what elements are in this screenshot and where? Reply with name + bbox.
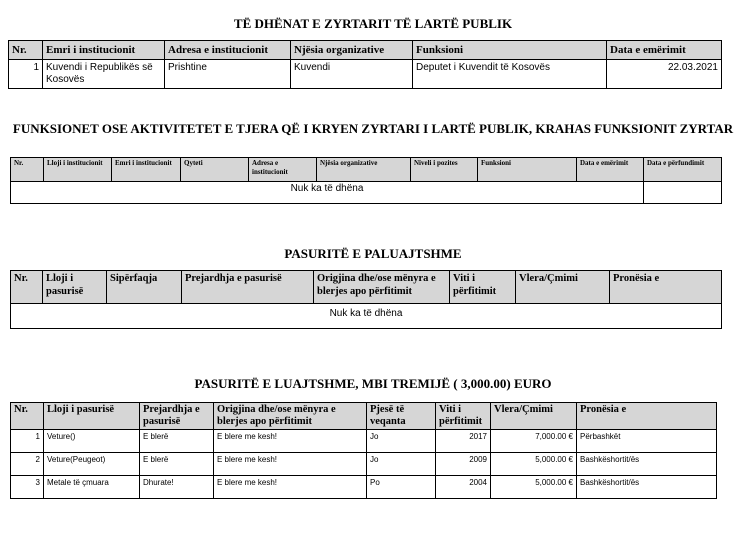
col-header: Nr. — [9, 41, 43, 60]
table-header-row — [11, 158, 722, 182]
cell-function: Deputet i Kuvendit të Kosovës — [413, 60, 607, 89]
cell-value: 5,000.00 € — [491, 453, 577, 476]
section-title-official-data: TË DHËNAT E ZYRTARIT TË LARTË PUBLIK — [233, 16, 513, 31]
col-header: Lloji i institucionit — [44, 158, 112, 182]
col-header: Funksioni — [478, 158, 577, 182]
table-header-row — [9, 41, 722, 60]
cell-origin: E blerë — [140, 430, 214, 453]
col-header: Njësia organizative — [291, 41, 413, 60]
table-header-row — [11, 271, 722, 304]
cell-type: Veture(Peugeot) — [44, 453, 140, 476]
col-header: Lloji i pasurisë — [43, 271, 107, 304]
table-row — [11, 430, 717, 453]
cell-year: 2004 — [436, 476, 491, 499]
movable-assets-table — [10, 402, 717, 499]
col-header: Pronësia e — [610, 271, 722, 304]
cell-value: 7,000.00 € — [491, 430, 577, 453]
col-header: Viti i përfitimit — [450, 271, 516, 304]
empty-cell — [644, 182, 722, 204]
immovable-assets-table — [10, 270, 722, 329]
col-header: Nr. — [11, 271, 43, 304]
col-header: Viti i përfitimit — [436, 403, 491, 430]
official-data-table — [8, 40, 722, 89]
cell-institution: Kuvendi i Republikës së Kosovës — [43, 60, 165, 89]
section-title-movable-assets: PASURITË E LUAJTSHME, MBI TREMIJË ( 3,000.00) EURO — [194, 376, 552, 391]
col-header: Pjesë të veqanta — [367, 403, 436, 430]
cell-ownership: Bashkëshortit/ës — [577, 453, 717, 476]
col-header: Emri i institucionit — [43, 41, 165, 60]
col-header: Origjina dhe/ose mënyra e blerjes apo përfitimit — [314, 271, 450, 304]
cell-acquisition: E blere me kesh! — [214, 430, 367, 453]
cell-ownership: Përbashkët — [577, 430, 717, 453]
cell-type: Metale të çmuara — [44, 476, 140, 499]
cell-ownership: Bashkëshortit/ës — [577, 476, 717, 499]
cell-parts: Jo — [367, 453, 436, 476]
no-data-cell: Nuk ka të dhëna — [11, 304, 722, 329]
cell-type: Veture() — [44, 430, 140, 453]
cell-appointment-date: 22.03.2021 — [607, 60, 722, 89]
cell-nr: 1 — [9, 60, 43, 89]
col-header: Pronësia e — [577, 403, 717, 430]
col-header: Data e emërimit — [577, 158, 644, 182]
cell-parts: Po — [367, 476, 436, 499]
cell-origin: Dhurate! — [140, 476, 214, 499]
col-header: Niveli i pozites — [411, 158, 478, 182]
cell-year: 2017 — [436, 430, 491, 453]
cell-unit: Kuvendi — [291, 60, 413, 89]
table-row — [11, 304, 722, 329]
table-row — [11, 182, 722, 204]
no-data-cell: Nuk ka të dhëna — [11, 182, 644, 204]
col-header: Sipërfaqja — [107, 271, 182, 304]
col-header: Adresa e institucionit — [249, 158, 317, 182]
col-header: Qyteti — [181, 158, 249, 182]
table-row — [11, 476, 717, 499]
cell-value: 5,000.00 € — [491, 476, 577, 499]
col-header: Origjina dhe/ose mënyra e blerjes apo përfitimit — [214, 403, 367, 430]
table-header-row — [11, 403, 717, 430]
cell-acquisition: E blere me kesh! — [214, 453, 367, 476]
col-header: Nr. — [11, 158, 44, 182]
cell-year: 2009 — [436, 453, 491, 476]
col-header: Data e emërimit — [607, 41, 722, 60]
col-header: Vlera/Çmimi — [491, 403, 577, 430]
cell-nr: 1 — [11, 430, 44, 453]
table-row — [11, 453, 717, 476]
col-header: Prejardhja e pasurisë — [182, 271, 314, 304]
col-header: Data e përfundimit — [644, 158, 722, 182]
section-title-immovable-assets: PASURITË E PALUAJTSHME — [284, 246, 462, 261]
cell-parts: Jo — [367, 430, 436, 453]
col-header: Prejardhja e pasurisë — [140, 403, 214, 430]
col-header: Lloji i pasurisë — [44, 403, 140, 430]
col-header: Nr. — [11, 403, 44, 430]
cell-origin: E blerë — [140, 453, 214, 476]
cell-acquisition: E blere me kesh! — [214, 476, 367, 499]
col-header: Funksioni — [413, 41, 607, 60]
col-header: Vlera/Çmimi — [516, 271, 610, 304]
section-title-other-functions: FUNKSIONET OSE AKTIVITETET E TJERA QË I KRYEN ZYRTARI I LARTË PUBLIK, KRAHAS FUNKSIONIT ZYRTAR — [12, 121, 734, 136]
col-header: Adresa e institucionit — [165, 41, 291, 60]
col-header: Emri i institucionit — [112, 158, 181, 182]
cell-address: Prishtine — [165, 60, 291, 89]
table-row — [9, 60, 722, 89]
cell-nr: 2 — [11, 453, 44, 476]
cell-nr: 3 — [11, 476, 44, 499]
other-functions-table — [10, 157, 722, 204]
col-header: Njësia organizative — [317, 158, 411, 182]
